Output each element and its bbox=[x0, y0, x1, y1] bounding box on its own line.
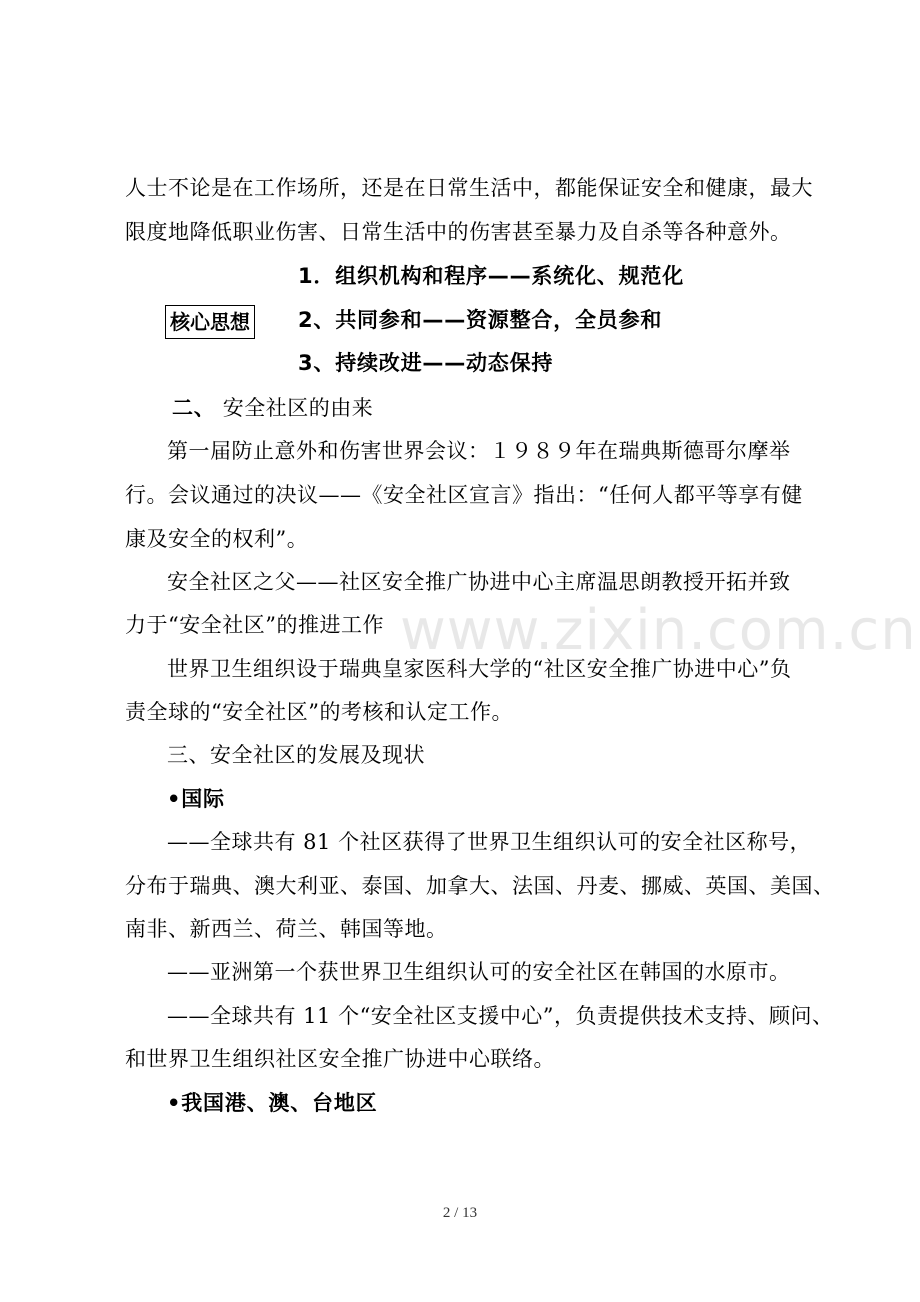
paragraph-line: 第一届防止意外和伤害世界会议：１９８９年在瑞典斯德哥尔摩举 bbox=[167, 439, 791, 463]
section-heading-3: 三、安全社区的发展及现状 bbox=[167, 743, 425, 767]
section-heading-number: 二、 bbox=[172, 396, 216, 420]
page-number: 2 / 13 bbox=[442, 1205, 478, 1221]
section-heading-text: 安全社区的由来 bbox=[222, 396, 374, 420]
watermark: www.zixin.com.cn bbox=[400, 598, 917, 663]
paragraph-line: 世界卫生组织设于瑞典皇家医科大学的“社区安全推广协进中心”负 bbox=[167, 657, 792, 681]
bullet-heading-international: •国际 bbox=[167, 787, 225, 811]
core-idea-item-2: 2、共同参和——资源整合，全员参和 bbox=[298, 308, 663, 332]
paragraph-line: 康及安全的权利”。 bbox=[125, 527, 309, 551]
paragraph-line: 分布于瑞典、澳大利亚、泰国、加拿大、法国、丹麦、挪威、英国、美国、 bbox=[125, 874, 835, 898]
paragraph-line: ——亚洲第一个获世界卫生组织认可的安全社区在韩国的水原市。 bbox=[167, 960, 791, 984]
paragraph-line: 和世界卫生组织社区安全推广协进中心联络。 bbox=[125, 1047, 555, 1071]
paragraph-line: 安全社区之父——社区安全推广协进中心主席温思朗教授开拓并致 bbox=[167, 570, 791, 594]
paragraph-line: 力于“安全社区”的推进工作 bbox=[125, 613, 384, 637]
paragraph-line: 行。会议通过的决议——《安全社区宣言》指出：“任何人都平等享有健 bbox=[125, 483, 803, 507]
paragraph-line: 人士不论是在工作场所，还是在日常生活中，都能保证安全和健康，最大 bbox=[125, 176, 813, 200]
core-idea-item-1: 1．组织机构和程序——系统化、规范化 bbox=[298, 264, 685, 288]
paragraph-line: 限度地降低职业伤害、日常生活中的伤害甚至暴力及自杀等各种意外。 bbox=[125, 220, 792, 244]
paragraph-line: ——全球共有 81 个社区获得了世界卫生组织认可的安全社区称号， bbox=[167, 830, 812, 854]
section-heading bbox=[172, 393, 373, 423]
paragraph-line: ——全球共有 11 个“安全社区支援中心”，负责提供技术支持、顾问、 bbox=[167, 1004, 834, 1028]
paragraph-line: 责全球的“安全社区”的考核和认定工作。 bbox=[125, 700, 513, 724]
paragraph-line: 南非、新西兰、荷兰、韩国等地。 bbox=[125, 917, 448, 941]
core-idea-label: 核心思想 bbox=[165, 305, 255, 339]
bullet-heading-region: •我国港、澳、台地区 bbox=[167, 1091, 378, 1115]
core-idea-item-3: 3、持续改进——动态保持 bbox=[298, 351, 554, 375]
